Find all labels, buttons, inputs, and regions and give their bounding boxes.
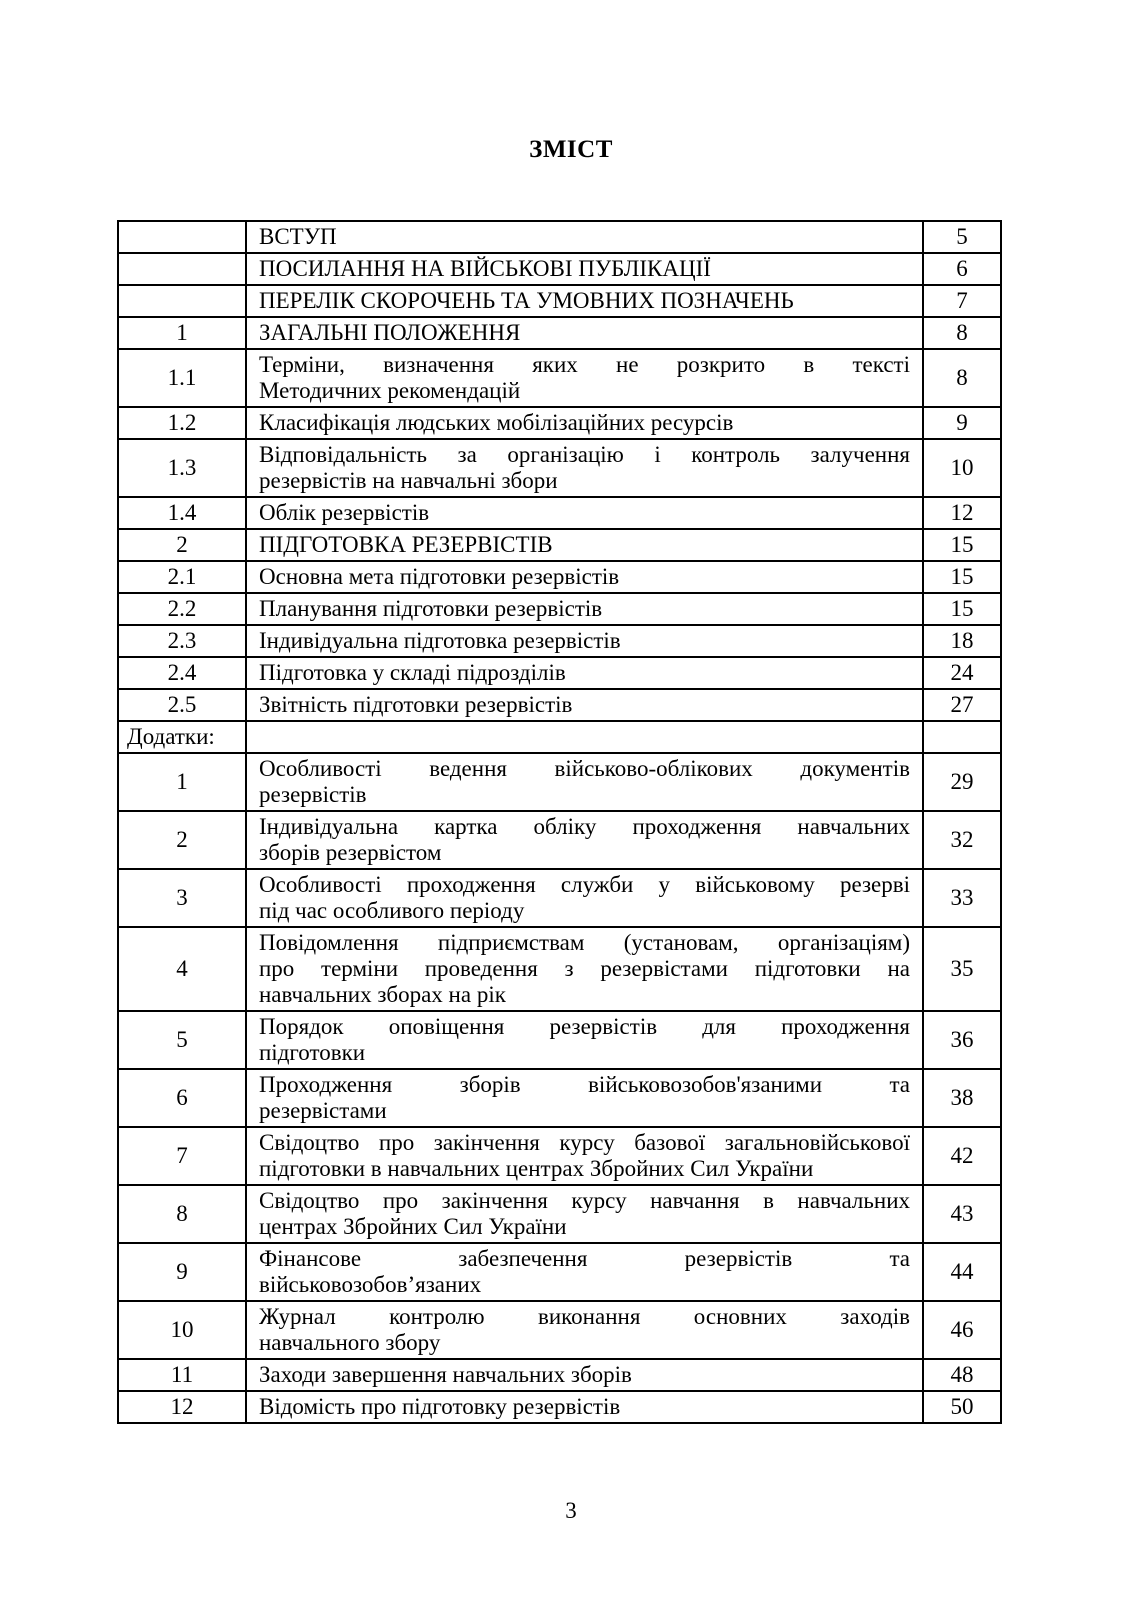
toc-entry-title bbox=[246, 561, 923, 593]
toc-section-number: 2.3 bbox=[118, 625, 246, 657]
toc-page-number: 46 bbox=[923, 1301, 1001, 1359]
toc-title-line: Відомість про підготовку резервістів bbox=[259, 1394, 621, 1419]
toc-section-number: 6 bbox=[118, 1069, 246, 1127]
toc-page-number: 8 bbox=[923, 349, 1001, 407]
table-row bbox=[118, 1301, 1001, 1359]
toc-section-number: 9 bbox=[118, 1243, 246, 1301]
toc-entry-title bbox=[246, 1069, 923, 1127]
toc-section-number: 2.4 bbox=[118, 657, 246, 689]
toc-section-number: 1.4 bbox=[118, 497, 246, 529]
toc-page-number: 35 bbox=[923, 927, 1001, 1011]
toc-title-line: Терміни, визначення яких не розкрито в тексті bbox=[259, 352, 910, 377]
toc-page-number: 15 bbox=[923, 593, 1001, 625]
toc-title-line: Планування підготовки резервістів bbox=[259, 596, 603, 621]
toc-page-number: 7 bbox=[923, 285, 1001, 317]
table-row bbox=[118, 1243, 1001, 1301]
toc-section-number: 4 bbox=[118, 927, 246, 1011]
toc-section-number: 2 bbox=[118, 811, 246, 869]
toc-title-line: Звітність підготовки резервістів bbox=[259, 692, 573, 717]
table-row bbox=[118, 561, 1001, 593]
toc-page-number: 29 bbox=[923, 753, 1001, 811]
toc-title-line: про терміни проведення з резервістами підготовки на bbox=[259, 956, 910, 981]
toc-section-number bbox=[118, 285, 246, 317]
toc-section-number: 3 bbox=[118, 869, 246, 927]
toc-title-line: Особливості проходження служби у військовому резерві bbox=[259, 872, 910, 897]
toc-page-number: 42 bbox=[923, 1127, 1001, 1185]
table-row bbox=[118, 1391, 1001, 1423]
toc-entry-title bbox=[246, 1391, 923, 1423]
toc-entry-title bbox=[246, 1243, 923, 1301]
toc-section-number: 1.2 bbox=[118, 407, 246, 439]
toc-page-number: 50 bbox=[923, 1391, 1001, 1423]
toc-entry-title bbox=[246, 657, 923, 689]
toc-entry-title bbox=[246, 869, 923, 927]
table-row bbox=[118, 753, 1001, 811]
toc-entry-title bbox=[246, 407, 923, 439]
toc-entry-title bbox=[246, 349, 923, 407]
toc-entry-title bbox=[246, 689, 923, 721]
toc-entry-title bbox=[246, 1185, 923, 1243]
toc-title-line: Методичних рекомендацій bbox=[259, 378, 521, 403]
table-row bbox=[118, 927, 1001, 1011]
toc-table bbox=[117, 220, 1002, 1424]
toc-title-line: під час особливого періоду bbox=[259, 898, 525, 923]
toc-section-number: 11 bbox=[118, 1359, 246, 1391]
toc-page-number: 48 bbox=[923, 1359, 1001, 1391]
toc-entry-title bbox=[246, 625, 923, 657]
toc-page-number: 5 bbox=[923, 221, 1001, 253]
toc-entry-title bbox=[246, 253, 923, 285]
toc-page-number: 15 bbox=[923, 561, 1001, 593]
toc-section-number: 5 bbox=[118, 1011, 246, 1069]
toc-page-number: 24 bbox=[923, 657, 1001, 689]
table-row bbox=[118, 1127, 1001, 1185]
toc-title-line: Фінансове забезпечення резервістів та bbox=[259, 1246, 910, 1271]
table-row bbox=[118, 689, 1001, 721]
toc-title-line: навчальних зборах на рік bbox=[259, 982, 506, 1007]
toc-page-number: 15 bbox=[923, 529, 1001, 561]
toc-title-line: Порядок оповіщення резервістів для проходження bbox=[259, 1014, 910, 1039]
toc-title-line: ПОСИЛАННЯ НА ВІЙСЬКОВІ ПУБЛІКАЦІЇ bbox=[259, 256, 711, 281]
toc-section-number bbox=[118, 253, 246, 285]
table-row bbox=[118, 497, 1001, 529]
toc-entry-title bbox=[246, 1127, 923, 1185]
toc-page-number: 33 bbox=[923, 869, 1001, 927]
toc-section-number: 2.1 bbox=[118, 561, 246, 593]
toc-entry-title bbox=[246, 497, 923, 529]
table-row bbox=[118, 253, 1001, 285]
toc-title-line: військовозобов’язаних bbox=[259, 1272, 482, 1297]
toc-entry-title bbox=[246, 285, 923, 317]
toc-title-line: підготовки bbox=[259, 1040, 366, 1065]
toc-title-line: ЗАГАЛЬНІ ПОЛОЖЕННЯ bbox=[259, 320, 521, 345]
toc-section-number bbox=[118, 221, 246, 253]
table-row bbox=[118, 285, 1001, 317]
toc-entry-title bbox=[246, 1011, 923, 1069]
toc-title-line: Індивідуальна підготовка резервістів bbox=[259, 628, 621, 653]
toc-section-number: 2 bbox=[118, 529, 246, 561]
toc-title-line: Проходження зборів військовозобов'язаними та bbox=[259, 1072, 910, 1097]
toc-title-line: Основна мета підготовки резервістів bbox=[259, 564, 620, 589]
toc-title-line: Індивідуальна картка обліку проходження навчальних bbox=[259, 814, 910, 839]
table-row bbox=[118, 529, 1001, 561]
toc-entry-title bbox=[246, 529, 923, 561]
toc-title-line: резервістів bbox=[259, 782, 367, 807]
table-row bbox=[118, 657, 1001, 689]
toc-entry-title bbox=[246, 317, 923, 349]
table-row bbox=[118, 349, 1001, 407]
toc-section-number: 2.2 bbox=[118, 593, 246, 625]
toc-page-number: 6 bbox=[923, 253, 1001, 285]
toc-page-number: 9 bbox=[923, 407, 1001, 439]
toc-title-line: Особливості ведення військово-облікових документів bbox=[259, 756, 910, 781]
toc-title-line: Журнал контролю виконання основних заходів bbox=[259, 1304, 910, 1329]
toc-entry-title bbox=[246, 1301, 923, 1359]
table-row bbox=[118, 593, 1001, 625]
table-row bbox=[118, 1069, 1001, 1127]
toc-title-line: ВСТУП bbox=[259, 224, 337, 249]
table-row bbox=[118, 625, 1001, 657]
toc-page-number: 8 bbox=[923, 317, 1001, 349]
table-row bbox=[118, 1359, 1001, 1391]
toc-entry-title bbox=[246, 753, 923, 811]
toc-section-number: Додатки: bbox=[118, 721, 246, 753]
table-row bbox=[118, 1011, 1001, 1069]
toc-title-line: ПЕРЕЛІК СКОРОЧЕНЬ ТА УМОВНИХ ПОЗНАЧЕНЬ bbox=[259, 288, 794, 313]
toc-page-number: 38 bbox=[923, 1069, 1001, 1127]
toc-title-line: центрах Збройних Сил України bbox=[259, 1214, 567, 1239]
page-title: ЗМІСТ bbox=[529, 136, 613, 163]
toc-entry-title bbox=[246, 221, 923, 253]
table-row bbox=[118, 869, 1001, 927]
toc-entry-title bbox=[246, 593, 923, 625]
toc-section-number: 1 bbox=[118, 317, 246, 349]
table-row bbox=[118, 721, 1001, 753]
toc-entry-title bbox=[246, 811, 923, 869]
toc-section-number: 2.5 bbox=[118, 689, 246, 721]
toc-entry-title bbox=[246, 927, 923, 1011]
toc-title-line: Заходи завершення навчальних зборів bbox=[259, 1362, 632, 1387]
toc-section-number: 7 bbox=[118, 1127, 246, 1185]
toc-page-number: 32 bbox=[923, 811, 1001, 869]
toc-title-line: Повідомлення підприємствам (установам, організаціям) bbox=[259, 930, 910, 955]
toc-title-line: резервістів на навчальні збори bbox=[259, 468, 558, 493]
table-row bbox=[118, 1185, 1001, 1243]
toc-section-number: 10 bbox=[118, 1301, 246, 1359]
toc-title-line: Свідоцтво про закінчення курсу навчання в навчальних bbox=[259, 1188, 910, 1213]
toc-entry-title bbox=[246, 721, 923, 753]
toc-title-line: Відповідальність за організацію і контроль залучення bbox=[259, 442, 910, 467]
toc-title-line: ПІДГОТОВКА РЕЗЕРВІСТІВ bbox=[259, 532, 553, 557]
toc-section-number: 8 bbox=[118, 1185, 246, 1243]
toc-title-line: Облік резервістів bbox=[259, 500, 430, 525]
toc-page-number: 10 bbox=[923, 439, 1001, 497]
toc-section-number: 1.1 bbox=[118, 349, 246, 407]
toc-page-number bbox=[923, 721, 1001, 753]
toc-section-number: 1 bbox=[118, 753, 246, 811]
toc-page-number: 18 bbox=[923, 625, 1001, 657]
toc-table-body bbox=[118, 221, 1001, 1423]
table-row bbox=[118, 407, 1001, 439]
toc-title-line: зборів резервістом bbox=[259, 840, 442, 865]
toc-page-number: 44 bbox=[923, 1243, 1001, 1301]
footer-page-number: 3 bbox=[565, 1498, 577, 1523]
toc-page-number: 36 bbox=[923, 1011, 1001, 1069]
toc-title-line: Класифікація людських мобілізаційних ресурсів bbox=[259, 410, 734, 435]
table-row bbox=[118, 221, 1001, 253]
toc-page-number: 27 bbox=[923, 689, 1001, 721]
toc-page-number: 43 bbox=[923, 1185, 1001, 1243]
toc-page-number: 12 bbox=[923, 497, 1001, 529]
table-row bbox=[118, 439, 1001, 497]
toc-entry-title bbox=[246, 439, 923, 497]
toc-title-line: підготовки в навчальних центрах Збройних Сил України bbox=[259, 1156, 814, 1181]
toc-title-line: Підготовка у складі підрозділів bbox=[259, 660, 566, 685]
toc-title-line: Свідоцтво про закінчення курсу базової загальновійськової bbox=[259, 1130, 910, 1155]
toc-title-line: навчального збору bbox=[259, 1330, 441, 1355]
toc-entry-title bbox=[246, 1359, 923, 1391]
table-row bbox=[118, 811, 1001, 869]
toc-section-number: 1.3 bbox=[118, 439, 246, 497]
toc-section-number: 12 bbox=[118, 1391, 246, 1423]
table-row bbox=[118, 317, 1001, 349]
toc-title-line: резервістами bbox=[259, 1098, 387, 1123]
